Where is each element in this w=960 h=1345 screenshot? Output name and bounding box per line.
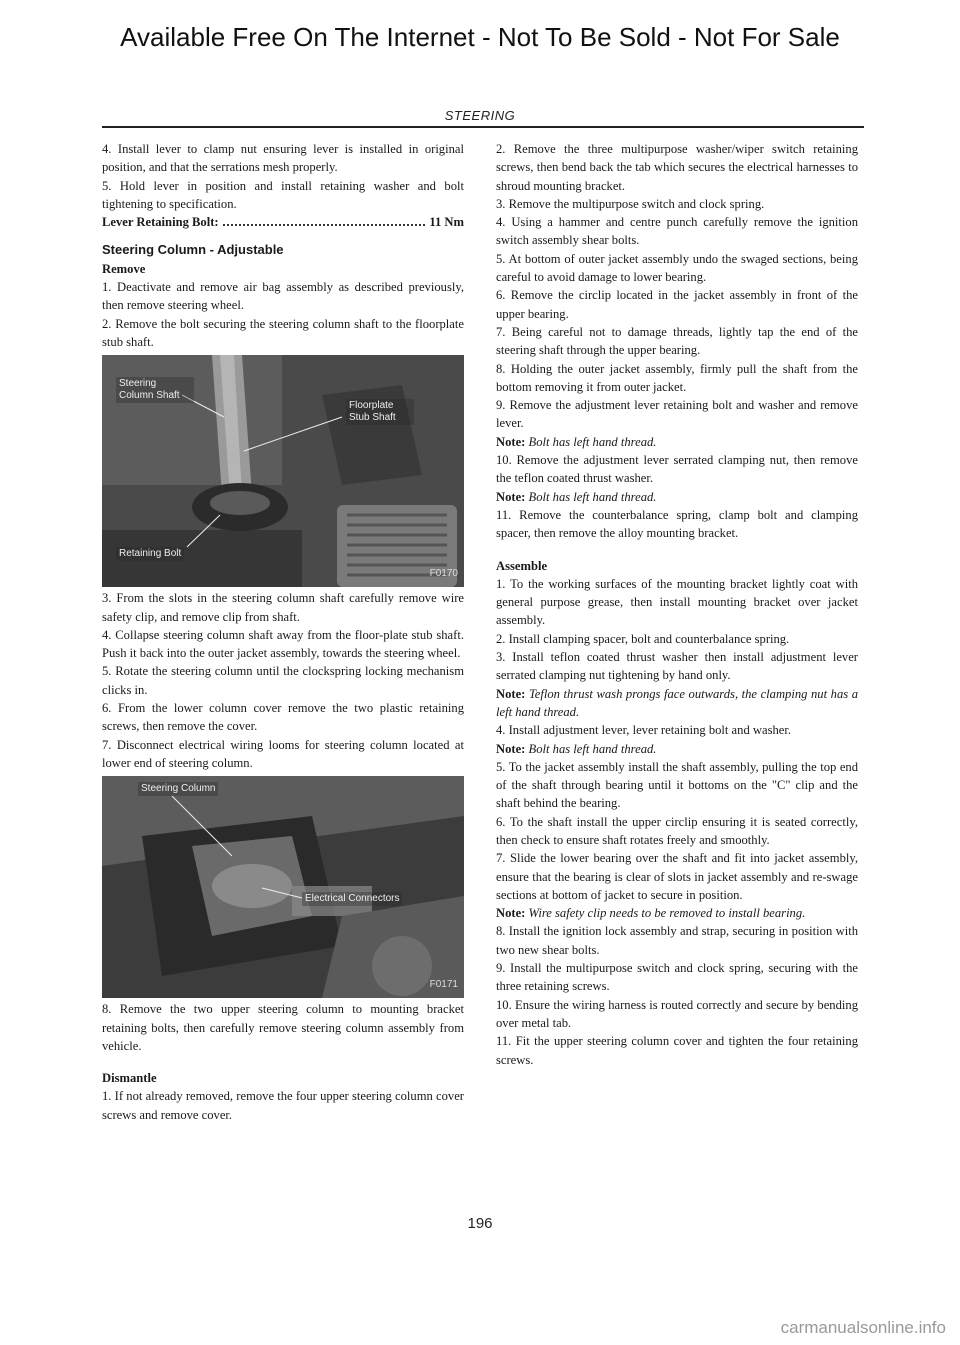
note-text: Bolt has left hand thread.	[528, 434, 657, 449]
section-heading: Steering Column - Adjustable	[102, 242, 284, 258]
paragraph: 7. Being careful not to damage threads, lightly tap the end of the steering shaft through the upper bearing.	[496, 324, 858, 358]
paragraph: 1. If not already removed, remove the four upper steering column cover screws and remove cover.	[102, 1089, 464, 1122]
section-title: STEERING	[444, 108, 516, 123]
note	[496, 685, 858, 722]
paragraph: 4. Install lever to clamp nut ensuring lever is installed in original position, and that the serrations mesh properly.	[102, 142, 464, 175]
note-label: Note:	[496, 686, 526, 701]
paragraph: 4. Collapse steering column shaft away from the floor-plate stub shaft. Push it back into the outer jacket assembly, towards the steering wheel.	[102, 627, 464, 661]
callout-label: Electrical Connectors	[302, 892, 402, 906]
note-text: Bolt has left hand thread.	[528, 741, 657, 756]
right-column	[496, 140, 858, 1069]
note	[496, 904, 858, 922]
note	[496, 433, 858, 451]
subheading-assemble: Assemble	[496, 558, 548, 573]
spec-value: 11 Nm	[429, 215, 464, 230]
photo-illustration	[102, 776, 464, 998]
paragraph: 10. Remove the adjustment lever serrated clamping nut, then remove the teflon coated thrust washer.	[496, 453, 858, 486]
paragraph: 7. Slide the lower bearing over the shaft and fit into jacket assembly, ensure that the bearing is clear of slots in jacket assembly and re-swage sections at bottom of jacket to secure in position.	[496, 851, 858, 902]
paragraph: 8. Remove the two upper steering column to mounting bracket retaining bolts, then carefully remove steering column assembly from vehicle.	[102, 1002, 464, 1053]
paragraph: 7. Disconnect electrical wiring looms for steering column located at lower end of steering column.	[102, 737, 464, 770]
note-label: Note:	[496, 434, 526, 449]
spec-label: Lever Retaining Bolt:	[102, 215, 219, 230]
paragraph: 3. Remove the multipurpose switch and clock spring.	[496, 196, 765, 211]
note-text: Wire safety clip needs to be removed to install bearing.	[528, 906, 806, 921]
paragraph: 8. Holding the outer jacket assembly, firmly pull the shaft from the bottom removing it from outer jacket.	[496, 361, 858, 394]
note-text: Bolt has left hand thread.	[528, 489, 657, 504]
paragraph: 9. Remove the adjustment lever retaining bolt and washer and remove lever.	[496, 398, 858, 431]
paragraph: 1. To the working surfaces of the mounting bracket lightly coat with general purpose grease, then install mounting bracket over jacket assembly.	[496, 576, 858, 628]
paragraph: 11. Remove the counterbalance spring, clamp bolt and clamping spacer, then remove the alloy mounting bracket.	[496, 507, 858, 541]
subheading-remove: Remove	[102, 261, 146, 276]
note-label: Note:	[496, 741, 526, 756]
note-label: Note:	[496, 906, 526, 921]
figure-number: F0170	[429, 567, 458, 579]
callout-label: Steering Column	[138, 782, 218, 796]
note	[496, 488, 858, 506]
paragraph: 8. Install the ignition lock assembly and strap, securing in position with two new shear bolts.	[496, 924, 858, 957]
figure-number: F0171	[429, 978, 458, 990]
paragraph: 2. Remove the bolt securing the steering column shaft to the floorplate stub shaft.	[102, 316, 464, 349]
page-number: 196	[467, 1215, 493, 1232]
paragraph: 4. Using a hammer and centre punch carefully remove the ignition switch assembly shear bolts.	[496, 215, 858, 248]
paragraph: 1. Deactivate and remove air bag assembly as described previously, then remove steering wheel.	[102, 280, 464, 313]
note-label: Note:	[496, 489, 526, 504]
callout-label: Steering Column Shaft	[116, 377, 194, 403]
paragraph: 6. To the shaft install the upper circlip ensuring it is seated correctly, then check to ensure shaft rotates freely and smoothly.	[496, 814, 858, 847]
leader-dots	[223, 213, 426, 226]
paragraph: 6. From the lower column cover remove the two plastic retaining screws, then remove the cover.	[102, 701, 464, 734]
note	[496, 740, 858, 758]
paragraph: 6. Remove the circlip located in the jacket assembly in front of the upper bearing.	[496, 288, 858, 321]
watermark-banner: Available Free On The Internet - Not To Be Sold - Not For Sale	[120, 22, 840, 52]
paragraph: 3. Install teflon coated thrust washer then install adjustment lever serrated clamping nut tightening by hand only.	[496, 650, 858, 683]
paragraph: 10. Ensure the wiring harness is routed correctly and secure by bending over metal tab.	[496, 997, 858, 1030]
paragraph: 5. Rotate the steering column until the clockspring locking mechanism clicks in.	[102, 664, 464, 697]
callout-label: Floorplate Stub Shaft	[346, 399, 414, 425]
header-rule	[102, 126, 864, 128]
paragraph: 5. To the jacket assembly install the shaft assembly, pulling the top end of the shaft through bearing until it bottoms on the "C" clip and the shaft behind the bearing.	[496, 759, 858, 811]
paragraph: 3. From the slots in the steering column shaft carefully remove wire safety clip, and remove clip from shaft.	[102, 591, 464, 624]
paragraph: 4. Install adjustment lever, lever retaining bolt and washer.	[496, 723, 792, 738]
callout-label: Retaining Bolt	[116, 547, 184, 561]
figure-photo-column	[102, 776, 464, 998]
paragraph: 9. Install the multipurpose switch and clock spring, securing with the three retaining screws.	[496, 961, 858, 994]
figure-photo-shaft	[102, 355, 464, 587]
torque-spec	[102, 213, 464, 231]
paragraph: 5. Hold lever in position and install retaining washer and bolt tightening to specification.	[102, 178, 464, 211]
left-column	[102, 140, 464, 1124]
paragraph: 11. Fit the upper steering column cover and tighten the four retaining screws.	[496, 1034, 858, 1067]
paragraph: 2. Remove the three multipurpose washer/wiper switch retaining screws, then bend back the tab which secures the electrical harnesses to shroud mounting bracket.	[496, 142, 858, 193]
subheading-dismantle: Dismantle	[102, 1071, 157, 1086]
paragraph: 2. Install clamping spacer, bolt and counterbalance spring.	[496, 631, 790, 646]
paragraph: 5. At bottom of outer jacket assembly undo the swaged sections, being careful to avoid damage to lower bearing.	[496, 251, 858, 285]
site-footer: carmanualsonline.info	[780, 1318, 946, 1337]
note-text: Teflon thrust wash prongs face outwards, the clamping nut has a left hand thread.	[496, 686, 858, 719]
